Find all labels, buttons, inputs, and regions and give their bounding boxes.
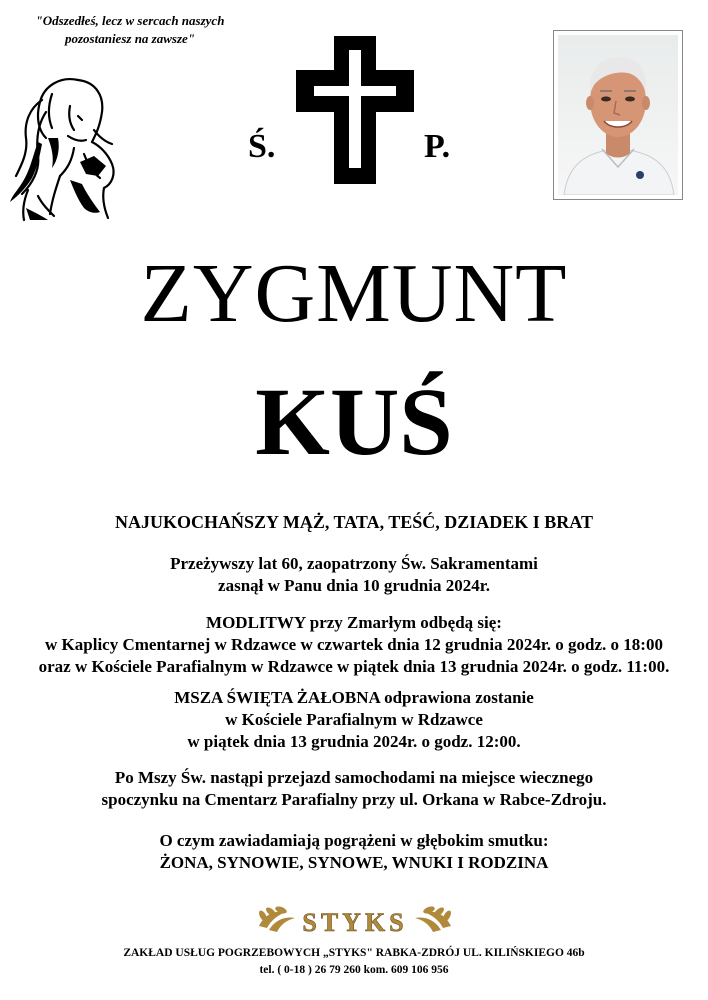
relatives-title: NAJUKOCHAŃSZY MĄŻ, TATA, TEŚĆ, DZIADEK I BRAT bbox=[115, 512, 593, 532]
deceased-photo bbox=[558, 35, 678, 195]
quote-line-1: "Odszedłeś, lecz w sercach naszych bbox=[35, 13, 225, 28]
memorial-quote bbox=[20, 12, 240, 48]
mass-line-3: w piątek dnia 13 grudnia 2024r. o godz. 12:00. bbox=[187, 732, 521, 751]
mass-line-1: MSZA ŚWIĘTA ŻAŁOBNA odprawiona zostanie bbox=[174, 688, 534, 707]
age-death-info bbox=[0, 553, 708, 597]
footer-line-2: tel. ( 0-18 ) 26 79 260 kom. 609 106 956 bbox=[259, 964, 449, 976]
styks-logo-icon bbox=[255, 904, 455, 940]
prayers-line-3: oraz w Kościele Parafialnym w Rdzawce w piątek dnia 13 grudnia 2024r. o godz. 11:00. bbox=[38, 657, 670, 676]
prayers-line-1: MODLITWY przy Zmarłym odbędą się: bbox=[206, 613, 502, 632]
praying-jesus-icon bbox=[8, 72, 128, 222]
mass-line-2: w Kościele Parafialnym w Rdzawce bbox=[225, 710, 483, 729]
inform-line-2: ŻONA, SYNOWIE, SYNOWE, WNUKI I RODZINA bbox=[159, 853, 549, 872]
funeral-mass-info bbox=[0, 687, 708, 753]
cross-icon bbox=[296, 36, 414, 184]
burial-info bbox=[0, 767, 708, 811]
age-line-2: zasnął w Panu dnia 10 grudnia 2024r. bbox=[218, 576, 490, 595]
funeral-home-footer bbox=[0, 945, 708, 979]
mourners-info bbox=[0, 830, 708, 874]
prayers-info bbox=[0, 612, 708, 678]
prayers-line-2: w Kaplicy Cmentarnej w Rdzawce w czwartek dnia 12 grudnia 2024r. o godz. o 18:00 bbox=[45, 635, 663, 654]
sp-left-letter: Ś. bbox=[248, 128, 276, 165]
deceased-first-name: ZYGMUNT bbox=[140, 247, 568, 340]
deceased-photo-frame bbox=[553, 30, 683, 200]
burial-line-1: Po Mszy Św. nastąpi przejazd samochodami na miejsce wiecznego bbox=[114, 768, 594, 787]
footer-line-1: ZAKŁAD USŁUG POGRZEBOWYCH „STYKS" RABKA-ZDRÓJ UL. KILIŃSKIEGO 46b bbox=[123, 947, 585, 959]
styks-logo-text: STYKS bbox=[302, 908, 408, 937]
burial-line-2: spoczynku na Cmentarz Parafialny przy ul. Orkana w Rabce-Zdroju. bbox=[101, 790, 607, 809]
age-line-1: Przeżywszy lat 60, zaopatrzony Św. Sakramentami bbox=[170, 554, 538, 573]
quote-line-2: pozostaniesz na zawsze" bbox=[64, 31, 196, 46]
inform-line-1: O czym zawiadamiają pogrążeni w głębokim smutku: bbox=[159, 831, 549, 850]
deceased-last-name: KUŚ bbox=[255, 368, 453, 475]
sp-right-letter: P. bbox=[424, 128, 451, 165]
